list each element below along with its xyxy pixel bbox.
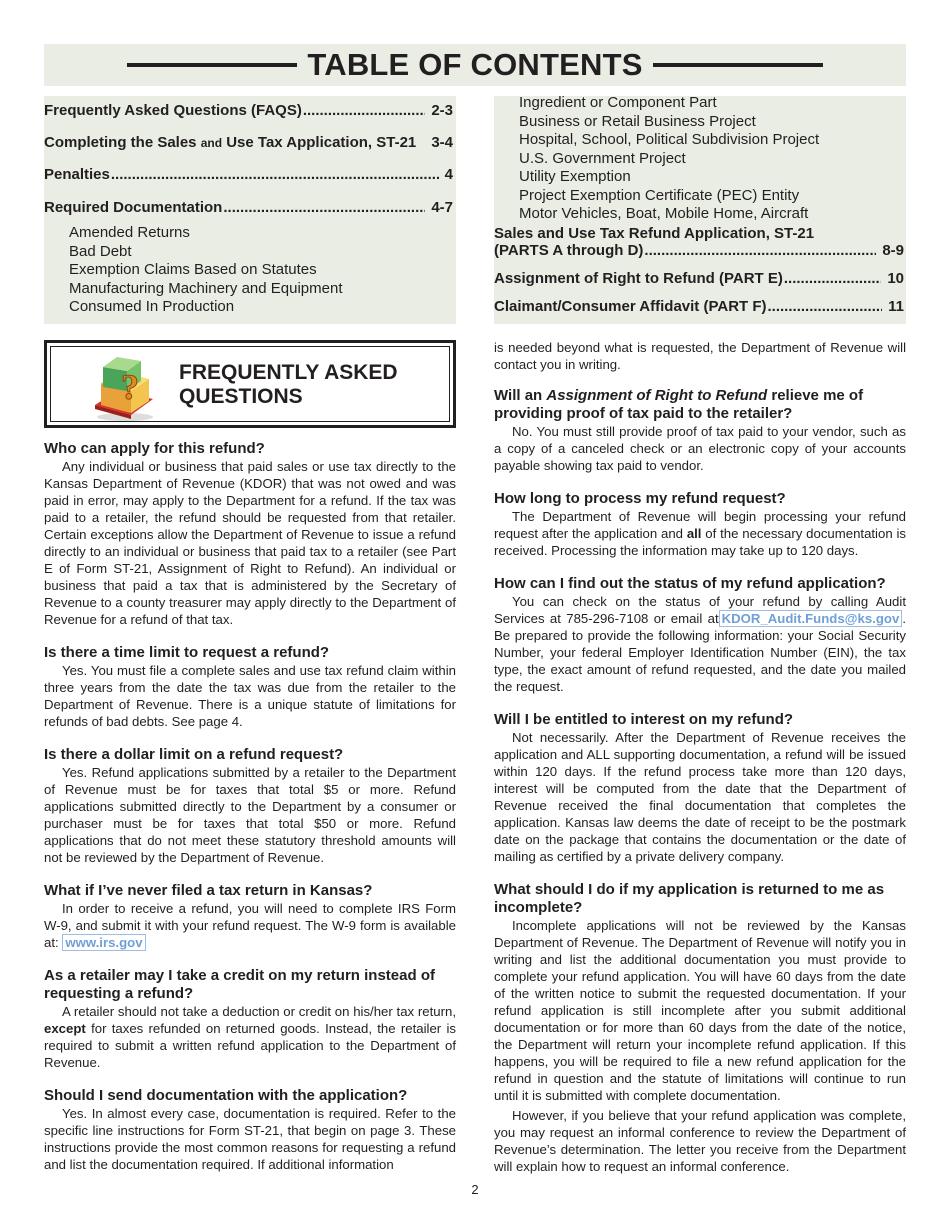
- page-title-text: TABLE OF CONTENTS: [307, 47, 643, 82]
- toc-sub-item: Project Exemption Certificate (PEC) Entity: [519, 186, 800, 204]
- toc-sub-item: Manufacturing Machinery and Equipment: [69, 279, 343, 297]
- faq-question: Is there a time limit to request a refund?: [44, 644, 330, 661]
- faq-answer: Yes. In almost every case, documentation is required. Refer to the specific line instructions for Form ST-21, that begin on page 3. These instructions provide the most common reasons for requesting a refund and list the documentation required. If additional information: [44, 1106, 456, 1172]
- toc-left-panel: [44, 96, 456, 324]
- title-rule-right: [653, 63, 823, 67]
- faq-question: Should I send documentation with the application?: [44, 1087, 408, 1104]
- faq-banner-title: FREQUENTLY ASKED QUESTIONS: [179, 361, 398, 408]
- faq-answer: Not necessarily. After the Department of Revenue receives the application and ALL supporting documentation, a refund will be issued within 120 days. If the refund process take more than 120 days, interest will be computed from the date that the Department of Revenue received the final documentation that completes the application. Kansas law deems the date of receipt to be the postmark date on the package that contains the documentation or the date of mailing as certified by a private delivery company.: [494, 730, 906, 864]
- faq-question: How can I find out the status of my refund application?: [494, 575, 886, 592]
- toc-entry-faqs[interactable]: [44, 102, 453, 119]
- toc-entry-required-documentation[interactable]: [44, 199, 453, 216]
- toc-entry-penalties[interactable]: [44, 166, 453, 183]
- faq-question: Is there a dollar limit on a refund request?: [44, 746, 344, 763]
- faq-left-column: [44, 440, 456, 1173]
- faq-answer: In order to receive a refund, you will need to complete IRS Form W-9, and submit it with your refund request. The W-9 form is available at: www.irs.gov: [44, 901, 456, 950]
- faq-question: What if I’ve never filed a tax return in Kansas?: [44, 882, 373, 899]
- faq-answer: Any individual or business that paid sales or use tax directly to the Kansas Department of Revenue (KDOR) that was not owed and was paid in error, may apply to the Department for a refund. If the tax was paid to a retailer, the refund should be requested from that retailer. Certain exceptions allow the Department of Revenue to issue a refund directly to an individual or business that paid tax to a retailer (see Part E of Form ST-21, Assignment of Right to Refund). An individual or business that paid a tax that is administered by the Secretary of Revenue to a county treasurer may apply directly to the Department of Revenue for a refund of that tax.: [44, 459, 456, 627]
- toc-sub-list: [69, 224, 343, 317]
- faq-answer: Incomplete applications will not be reviewed by the Kansas Department of Revenue. The Department of Revenue will notify you in writing and list the additional documentation you must provide to complete your refund application. You will have 60 days from the date of the written notice to submit the requested documentation. If your refund application is still incomplete after you submit additional documentation or for more than 60 days from the date of the notice, the Department will return your incomplete refund application. If this happens, you will be required to file a new refund application for the refund in question and the statute of limitations will continue to run until it is submitted with complete documentation.: [494, 918, 906, 1103]
- book-question-icon: [91, 355, 157, 423]
- toc-entry-title: Sales and Use Tax Refund Application, ST-21: [494, 225, 815, 242]
- svg-text:?: ?: [121, 367, 139, 407]
- faq-question: As a retailer may I take a credit on my return instead of requesting a refund?: [44, 967, 435, 1002]
- page-title: [44, 44, 906, 86]
- toc-sub-item: Amended Returns: [69, 224, 190, 241]
- faq-answer: No. You must still provide proof of tax paid to your vendor, such as a copy of a canceled check or an electronic copy of your accounts payable showing tax paid to vendor.: [494, 424, 906, 473]
- toc-sub-item: Ingredient or Component Part: [519, 94, 717, 111]
- toc-entry-title: Required Documentation: [44, 199, 223, 216]
- toc-entry-page: 3-4: [431, 134, 453, 151]
- faq-question: What should I do if my application is returned to me as incomplete?: [494, 881, 885, 916]
- toc-entry-assignment[interactable]: [494, 270, 904, 287]
- faq-answer: Yes. Refund applications submitted by a retailer to the Department of Revenue must be for taxes that total $5 or more. Refund applications submitted directly to the Department by a consumer or purchaser must be for taxes that total $50 or more. Refund applications that do not meet these statutory threshold amounts will not be reviewed by the Department of Revenue.: [44, 765, 456, 865]
- toc-sub-item: Utility Exemption: [519, 168, 631, 185]
- irs-link[interactable]: www.irs.gov: [62, 934, 145, 951]
- page-number: 2: [471, 1182, 479, 1197]
- toc-sub-list: [519, 94, 819, 224]
- toc-entry-page: 2-3: [431, 102, 453, 119]
- title-rule-left: [127, 63, 297, 67]
- toc-right-panel: [494, 96, 906, 324]
- toc-entry-page: 8-9: [882, 242, 904, 259]
- toc-entry-page: 4: [444, 166, 453, 183]
- toc-leader: [768, 298, 883, 315]
- toc-entry-page: 10: [887, 270, 904, 287]
- faq-answer: Yes. You must file a complete sales and use tax refund claim within three years from the date the tax was due from the retailer to the Department of Revenue. There is a unique statute of limitations for refunds of bad debts. See page 4.: [44, 663, 456, 729]
- toc-entry-title: Claimant/Consumer Affidavit (PART F): [494, 298, 767, 315]
- faq-question: Will I be entitled to interest on my refund?: [494, 711, 794, 728]
- toc-leader: [644, 242, 876, 259]
- email-link[interactable]: KDOR_Audit.Funds@ks.gov: [719, 610, 903, 627]
- faq-answer: You can check on the status of your refund by calling Audit Services at 785-296-7108 or email at KDOR_Audit.Funds@ks.gov . Be prepared to provide the following information: your Social Security Number, your federal Employer Identification Number (EIN), the tax type, the exact amount of refund requested, and the date you mailed the request.: [494, 594, 906, 694]
- faq-banner: [44, 340, 456, 428]
- toc-entry-affidavit[interactable]: [494, 298, 904, 315]
- faq-question: How long to process my refund request?: [494, 490, 786, 507]
- toc-entry-page: 4-7: [431, 199, 453, 216]
- toc-entry-title: Frequently Asked Questions (FAQS): [44, 102, 302, 119]
- header-band: [44, 44, 906, 86]
- faq-answer-continued: is needed beyond what is requested, the Department of Revenue will contact you in writing.: [494, 340, 906, 372]
- toc-leader: [111, 166, 439, 183]
- toc-sub-item: Exemption Claims Based on Statutes: [69, 261, 317, 278]
- toc-entry-title: Assignment of Right to Refund (PART E): [494, 270, 783, 287]
- faq-answer: A retailer should not take a deduction or credit on his/her tax return, except for taxes refunded on returned goods. Instead, the retailer is required to submit a written refund application to the Department of Revenue.: [44, 1004, 456, 1070]
- faq-answer: However, if you believe that your refund application was complete, you may request an informal conference to review the Department of Revenue’s determination. The letter you receive from the Department will explain how to request an informal conference.: [494, 1108, 906, 1174]
- toc-entry-page: 11: [888, 298, 904, 315]
- toc-sub-item: Hospital, School, Political Subdivision Project: [519, 131, 820, 148]
- toc-entry-refund-application[interactable]: [494, 225, 904, 259]
- toc-sub-item: Bad Debt: [69, 242, 132, 260]
- toc-leader: [784, 270, 881, 287]
- toc-sub-item: U.S. Government Project: [519, 149, 686, 167]
- toc-entry-completing[interactable]: [44, 134, 453, 151]
- toc-entry-title: (PARTS A through D): [494, 242, 644, 259]
- faq-banner-inner: [50, 346, 450, 422]
- toc-leader: [223, 199, 425, 216]
- faq-question: Who can apply for this refund?: [44, 440, 265, 457]
- faq-answer: The Department of Revenue will begin processing your refund request after the application and all of the necessary documentation is received. Processing the information may take up to 120 days.: [494, 509, 906, 558]
- toc-sub-item: Consumed In Production: [69, 298, 235, 315]
- toc-leader: [303, 102, 425, 119]
- toc-sub-item: Business or Retail Business Project: [519, 112, 756, 130]
- toc-sub-item: Motor Vehicles, Boat, Mobile Home, Aircraft: [519, 205, 809, 222]
- faq-question: Will an Assignment of Right to Refund relieve me of providing proof of tax paid to the retailer?: [494, 387, 864, 422]
- toc-entry-title: Penalties: [44, 166, 110, 183]
- faq-right-column: [494, 339, 906, 1175]
- toc-entry-title: Completing the Sales and Use Tax Application, ST-21: [44, 134, 417, 151]
